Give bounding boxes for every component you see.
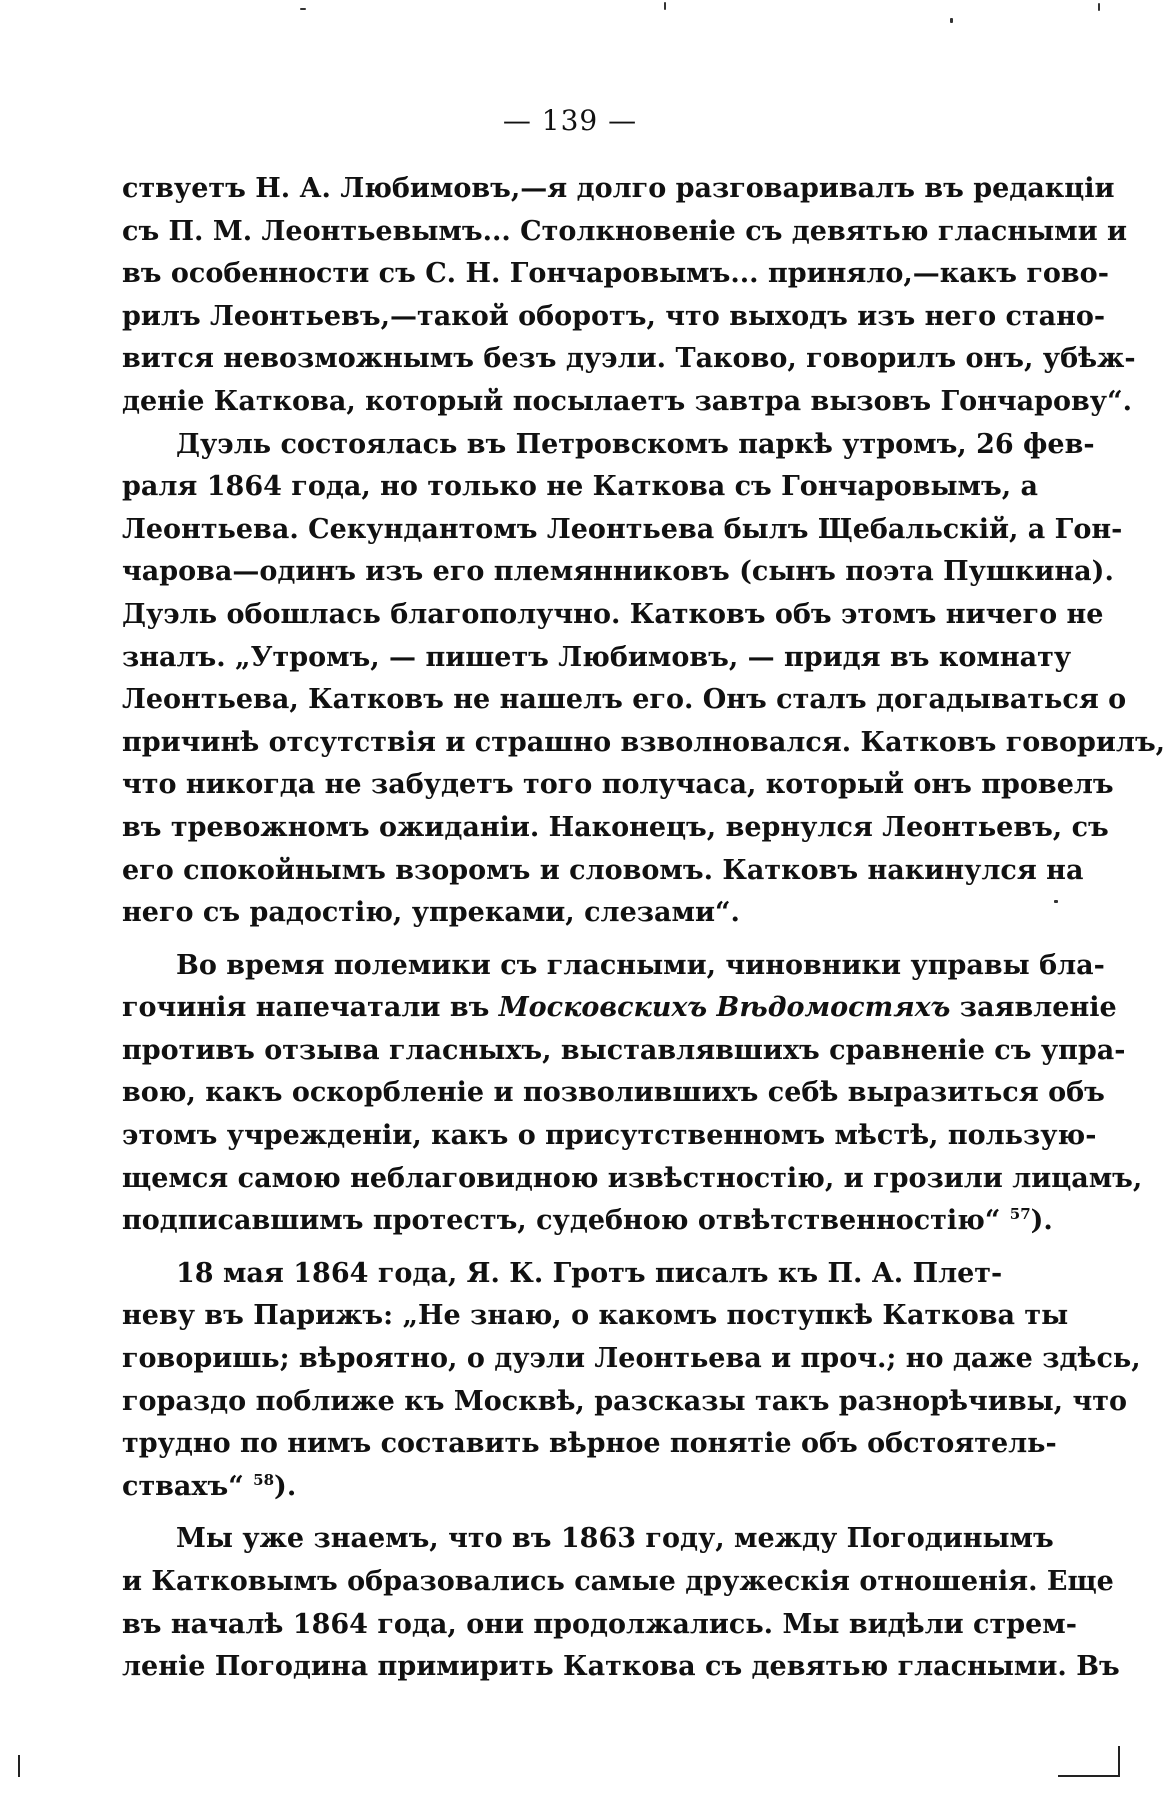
text-segment: гочинія напечатали въ xyxy=(122,992,499,1024)
text-line: зналъ. „Утромъ, — пишетъ Любимовъ, — придя въ комнату xyxy=(122,641,1072,673)
paragraph-spacer xyxy=(122,1508,964,1518)
text-line: въ началѣ 1864 года, они продолжались. Мы видѣли стрем- xyxy=(122,1608,1077,1640)
text-segment: ). xyxy=(274,1470,297,1502)
text-line: Дуэль обошлась благополучно. Катковъ объ этомъ ничего не xyxy=(122,598,1104,630)
print-speck xyxy=(950,18,953,23)
text-line: что никогда не забудетъ того получаса, который онъ провелъ xyxy=(122,769,1114,801)
print-speck xyxy=(300,8,306,10)
text-line: Леонтьева, Катковъ не нашелъ его. Онъ сталъ догадываться о xyxy=(122,684,1127,716)
text-segment: подписавшимъ протестъ, судебною отвѣтственностію“ xyxy=(122,1205,1010,1237)
text-segment: ). xyxy=(1030,1205,1053,1237)
print-speck xyxy=(664,2,666,10)
text-line: съ П. М. Леонтьевымъ... Столкновеніе съ девятью гласными и xyxy=(122,215,1128,247)
crop-mark-bottom-right xyxy=(1058,1775,1120,1777)
text-line: Во время полемики съ гласными, чиновники управы бла- xyxy=(176,949,1105,981)
text-line: противъ отзыва гласныхъ, выставлявшихъ сравненіе съ упра- xyxy=(122,1034,1126,1066)
text-line: и Катковымъ образовались самые дружескія отношенія. Еще xyxy=(122,1566,1114,1597)
text-line xyxy=(122,987,1117,1030)
text-segment: ствахъ“ xyxy=(122,1470,254,1502)
page-number: — 139 — xyxy=(502,104,638,137)
text-line: Леонтьева. Секундантомъ Леонтьева былъ Щебальскій, а Гон- xyxy=(122,513,1123,545)
text-line: 18 мая 1864 года, Я. К. Гротъ писалъ къ П. А. Плет- xyxy=(176,1257,1003,1289)
text-line: его спокойнымъ взоромъ и словомъ. Катковъ накинулся на xyxy=(122,854,1084,886)
crop-mark-bottom-left xyxy=(18,1755,20,1777)
text-line: вится невозможнымъ безъ дуэли. Таково, говорилъ онъ, убѣж- xyxy=(122,343,1136,375)
text-line: деніе Каткова, который посылаетъ завтра вызовъ Гончарову“. xyxy=(122,385,1133,417)
text-line: чарова—одинъ изъ его племянниковъ (сынъ поэта Пушкина). xyxy=(122,556,1114,588)
text-line xyxy=(122,1200,1053,1243)
text-line: въ тревожномъ ожиданіи. Наконецъ, вернулся Леонтьевъ, съ xyxy=(122,811,1109,843)
paragraph-spacer xyxy=(122,935,964,945)
text-line: говоришь; вѣроятно, о дуэли Леонтьева и проч.; но даже здѣсь, xyxy=(122,1343,1141,1375)
text-line: щемся самою неблаговидною извѣстностію, и грозили лицамъ, xyxy=(122,1162,1143,1194)
text-line: этомъ учрежденіи, какъ о присутственномъ мѣстѣ, пользую- xyxy=(122,1120,1097,1152)
text-line: рилъ Леонтьевъ,—такой оборотъ, что выходъ изъ него стано- xyxy=(122,300,1106,332)
text-line: него съ радостію, упреками, слезами“. xyxy=(122,897,740,929)
text-line: трудно по нимъ составить вѣрное понятіе объ обстоятель- xyxy=(122,1428,1057,1460)
italic-title: Московскихъ Вѣдомостяхъ xyxy=(498,992,951,1024)
text-line: Мы уже знаемъ, что въ 1863 году, между Погодинымъ xyxy=(176,1523,1054,1555)
footnote-ref: 57 xyxy=(1009,1205,1031,1224)
print-speck xyxy=(1098,3,1100,11)
text-line: раля 1864 года, но только не Каткова съ Гончаровымъ, а xyxy=(122,471,1039,503)
text-line: вою, какъ оскорбленіе и позволившихъ себѣ выразиться объ xyxy=(122,1077,1105,1109)
text-line: гораздо поближе къ Москвѣ, разсказы такъ разнорѣчивы, что xyxy=(122,1385,1127,1417)
text-line: въ особенности съ С. Н. Гончаровымъ... приняло,—какъ гово- xyxy=(122,258,1109,290)
footnote-ref: 58 xyxy=(253,1470,275,1489)
paragraph-spacer xyxy=(122,1243,964,1253)
text-line xyxy=(122,1466,964,1509)
text-line: Дуэль состоялась въ Петровскомъ паркѣ утромъ, 26 фев- xyxy=(176,428,1095,460)
text-line: ствуетъ Н. А. Любимовъ,—я долго разговаривалъ въ редакціи xyxy=(122,173,1115,204)
crop-mark-bottom-right xyxy=(1118,1746,1120,1777)
print-speck xyxy=(1054,900,1058,903)
body-text xyxy=(122,168,1165,1689)
text-line: леніе Погодина примирить Каткова съ девятью гласными. Въ xyxy=(122,1651,1120,1683)
text-line: неву въ Парижъ: „Не знаю, о какомъ поступкѣ Каткова ты xyxy=(122,1300,1069,1332)
text-segment: заявленіе xyxy=(950,992,1117,1024)
text-line: причинѣ отсутствія и страшно взволновался. Катковъ говорилъ, xyxy=(122,726,1165,758)
